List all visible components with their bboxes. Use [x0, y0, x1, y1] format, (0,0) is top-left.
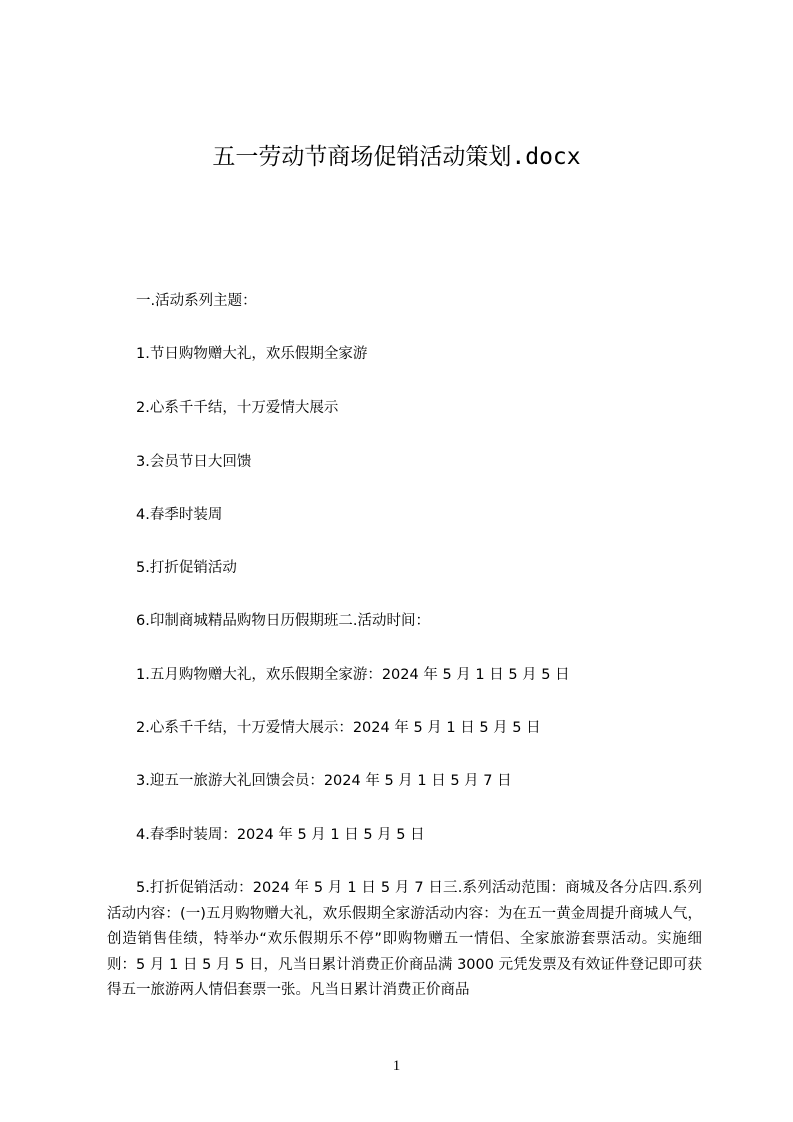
- list-item: 4.春季时装周: [136, 507, 223, 523]
- document-title: 五一劳动节商场促销活动策划.docx: [212, 144, 581, 170]
- list-item: 3.迎五一旅游大礼回馈会员：2024 年 5 月 1 日 5 月 7 日: [136, 773, 512, 789]
- list-item: 2.心系千千结，十万爱情大展示: [136, 400, 339, 416]
- list-item: 1.五月购物赠大礼，欢乐假期全家游：2024 年 5 月 1 日 5 月 5 日: [136, 667, 570, 683]
- page-number: 1: [392, 1058, 401, 1074]
- body-paragraph: 5.打折促销活动：2024 年 5 月 1 日 5 月 7 日三.系列活动范围：商城及各分店四.系列活动内容：(一)五月购物赠大礼，欢乐假期全家游活动内容：为在五一黄金周提升商城人气，创造销售佳绩，特举办“欢乐假期乐不停”即购物赠五一情侣、全家旅游套票活动。实施细则：5 月 1 日 5 月 5 日，凡当日累计消费正价商品满 3000 元凭发票及有效证件登记即可获得五一旅游两人情侣套票一张。凡当日累计消费正价商品: [107, 880, 702, 998]
- list-item: 6.印制商城精品购物日历假期班二.活动时间：: [136, 613, 430, 629]
- list-item: 1.节日购物赠大礼，欢乐假期全家游: [136, 346, 368, 362]
- section-heading-themes: 一.活动系列主题：: [136, 293, 257, 309]
- list-item: 5.打折促销活动: [136, 560, 237, 576]
- list-item: 2.心系千千结，十万爱情大展示：2024 年 5 月 1 日 5 月 5 日: [136, 720, 541, 736]
- list-item: 4.春季时装周：2024 年 5 月 1 日 5 月 5 日: [136, 827, 425, 843]
- list-item: 3.会员节日大回馈: [136, 454, 252, 470]
